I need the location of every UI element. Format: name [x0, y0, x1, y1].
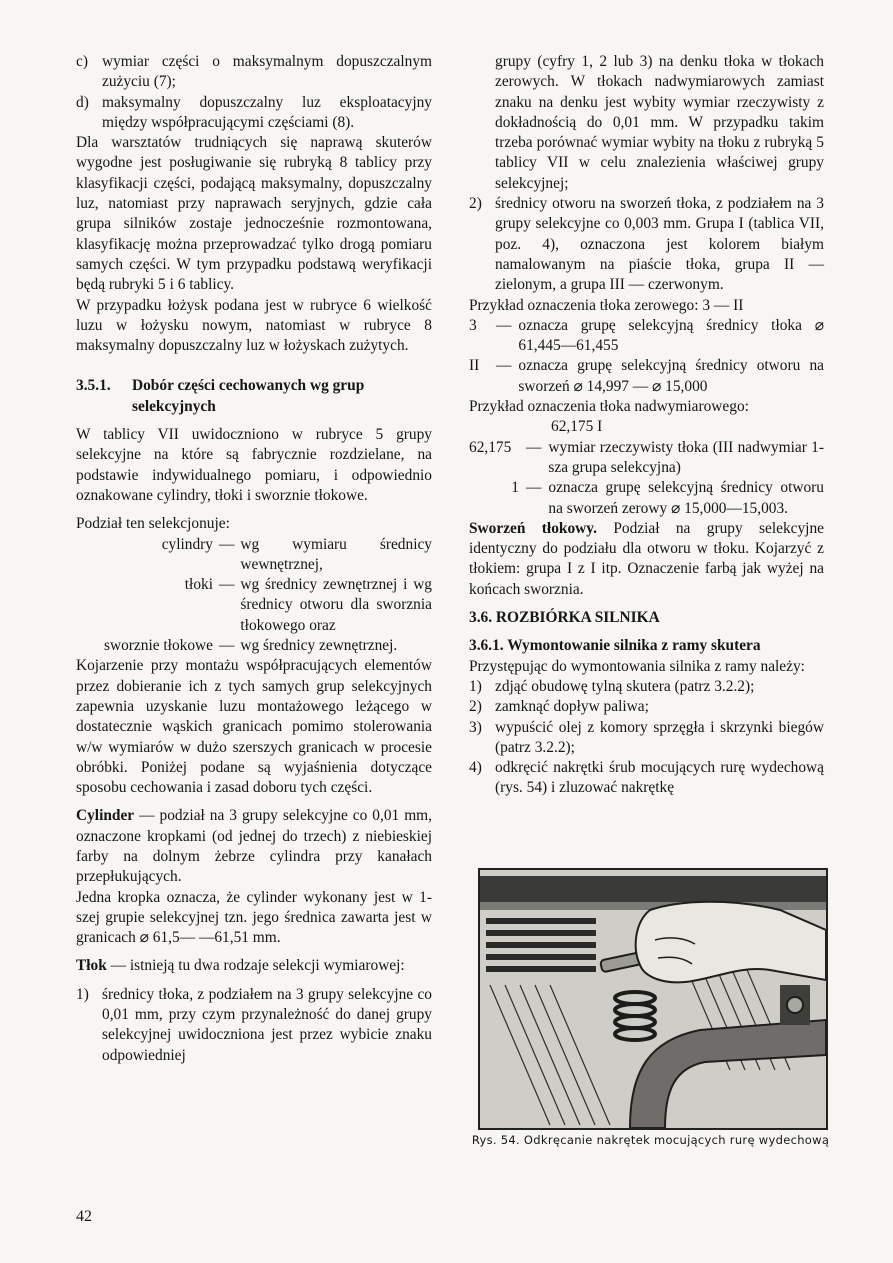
list-item-c — [76, 52, 432, 93]
term-piston: Tłok — [76, 957, 107, 975]
example-oversize-code: 62,175 I — [551, 418, 603, 436]
page-number: 42 — [76, 1208, 92, 1225]
engine-illustration — [480, 870, 826, 1128]
heading-text: Dobór części cechowanych wg grup selekcyjnych — [132, 377, 365, 415]
paragraph-piston: Tłok — istnieją tu dwa rodzaje selekcji wymiarowej: — [76, 957, 405, 975]
selection-row: tłoki — wg średnicy zewnętrznej i wg średnicy otworu dla sworznia tłokowego oraz — [184, 576, 432, 634]
section-heading-3-6: 3.6. ROZBIÓRKA SILNIKA — [469, 609, 660, 627]
selection-list — [76, 535, 432, 657]
example-oversize-title: Przykład oznaczenia tłoka nadwymiarowego: — [469, 398, 749, 416]
heading-number: 3.5.1. — [76, 377, 111, 395]
example-row: 62,175 — wymiar rzeczywisty tłoka (III nadwymiar 1-sza grupa selekcyjna) — [469, 438, 824, 476]
step-item: 1) zdjąć obudowę tylną skutera (patrz 3.2.2); — [469, 677, 755, 695]
example-row: 1 — oznacza grupę selekcyjną średnicy otworu na sworzeń zerowy ⌀ 15,000—15,003. — [511, 479, 824, 517]
paragraph-division: Podział ten selekcjonuje: — [76, 515, 230, 533]
step-item: 3) wypuścić olej z komory sprzęgła i skrzynki biegów (patrz 3.2.2); — [469, 718, 824, 756]
list-label: 2) — [469, 195, 482, 213]
paragraph-matching: Kojarzenie przy montażu współpracujących elementów przez dobieranie ich z tych samych grup selekcyjnych zapewnia uzyskanie luzu montażowego leżącego w dostatecznie wąskich granicach pomimo stolerowania w/w wymiarów w dużo szerszych granicach w procesie obróbki. Poniżej podane są wyjaśnienia dotyczące sposobu cechowania i zasad doboru tych części. — [76, 657, 432, 797]
selection-row: cylindry — wg wymiaru średnicy wewnętrznej, — [161, 535, 432, 573]
list-text: wymiar części o maksymalnym dopuszczalnym zużyciu (7); — [102, 53, 432, 91]
list-item-2 — [469, 194, 824, 295]
list-text: średnicy otworu na sworzeń tłoka, z podziałem na 3 grupy selekcyjne co 0,003 mm. Grupa I (tablica VII, poz. 4), oznaczona jest kolorem białym namalowanym na piaście tłoka, grupa II — zielonym, a grupa III — czerwonym. — [495, 195, 824, 294]
step-item: 2) zamknąć dopływ paliwa; — [469, 698, 649, 716]
list-text: średnicy tłoka, z podziałem na 3 grupy selekcyjne co 0,01 mm, przy czym przynależność do danej grupy selekcyjnej uwidoczniona jest przez wybicie znaku odpowiedniej — [102, 985, 432, 1064]
paragraph-intro: Przystępując do wymontowania silnika z ramy należy: — [469, 657, 805, 675]
paragraph-bearings: W przypadku łożysk podana jest w rubryce 6 wielkość luzu w łożysku nowym, natomiast w rubryce 8 maksymalny dopuszczalny luz w łożyskach zużytych. — [76, 296, 432, 355]
paragraph-one-dot: Jedna kropka oznacza, że cylinder wykonany jest w 1-szej grupie selekcyjnej tzn. jego średnica zawarta jest w granicach ⌀ 61,5— —61,51 mm. — [76, 888, 432, 947]
paragraph-cylinder: Cylinder — podział na 3 grupy selekcyjne co 0,01 mm, oznaczone kropkami (od jednej do trzech) z niebieskiej farby na dolnym żebrze cylindra przy kanałach przepłukujących. — [76, 807, 432, 886]
right-column — [469, 52, 824, 799]
example-row: II — oznacza grupę selekcyjną średnicy otworu na sworzeń ⌀ 14,997 — ⌀ 15,000 — [469, 357, 824, 395]
example-row: 3 — oznacza grupę selekcyjną średnicy tłoka ⌀ 61,445—61,455 — [469, 316, 824, 355]
paragraph-continuation: grupy (cyfry 1, 2 lub 3) na denku tłoka w tłokach zerowych. W tłokach nadwymiarowych zamiast znaku na denku jest wybity wymiar rzeczywisty z dokładnością do 0,01 mm. W przypadku takim trzeba porównać wymiar wybity na tłoku z rubryką 5 tablicy VII w celu znalezienia właściwej grupy selekcyjnej; — [495, 53, 824, 192]
figure-caption: Rys. 54. Odkręcanie nakrętek mocujących rurę wydechową — [471, 1133, 830, 1147]
paragraph-pin: Sworzeń tłokowy. Podział na grupy selekcyjne identyczny do podziału dla otworu w tłoku. Kojarzyć z tłokiem: grupa I z I itp. Oznaczenie farbą jak wyżej na końcach sworznia. — [469, 519, 824, 598]
list-label: d) — [76, 93, 89, 111]
term-pin: Sworzeń tłokowy. — [469, 519, 597, 537]
selection-row: sworznie tłokowe — wg średnicy zewnętrznej. — [104, 637, 398, 655]
list-label: 1) — [76, 985, 89, 1003]
section-heading-3-6-1: 3.6.1. Wymontowanie silnika z ramy skutera — [469, 637, 761, 655]
term-cylinder: Cylinder — [76, 807, 135, 825]
list-label: c) — [76, 53, 88, 70]
list-text: maksymalny dopuszczalny luz eksploatacyjny między współpracującymi częściami (8). — [102, 93, 432, 131]
section-heading-3-5-1 — [76, 376, 432, 417]
step-item: 4) odkręcić nakrętki śrub mocujących rurę wydechową (rys. 54) i zluzować nakrętkę — [469, 759, 824, 797]
figure-engine-photo — [478, 868, 828, 1130]
paragraph-workshops: Dla warsztatów trudniących się naprawą skuterów wygodne jest posługiwanie się rubryką 8 tablicy przy klasyfikacji części, podającą maksymalny, dopuszczalny luz, natomiast przy naprawach seryjnych, gdzie cała grupa silników zostaje jednocześnie rozmontowana, klasyfikację można przeprowadzać tylko drogą pomiaru samych części. W tym przypadku podstawą weryfikacji będą rubryki 5 i 6 tablicy. — [76, 134, 432, 294]
example-zero-title: Przykład oznaczenia tłoka zerowego: 3 — II — [469, 296, 744, 314]
left-column — [76, 52, 432, 1066]
paragraph-table-vii: W tablicy VII uwidoczniono w rubryce 5 grupy selekcyjne na które są fabrycznie rozdzielane, na podstawie indywidualnego pomiaru, i odpowiednio oznakowane cylindry, tłoki i sworznie tłokowe. — [76, 426, 432, 504]
list-item-d — [76, 93, 432, 134]
list-item-1 — [76, 985, 432, 1066]
